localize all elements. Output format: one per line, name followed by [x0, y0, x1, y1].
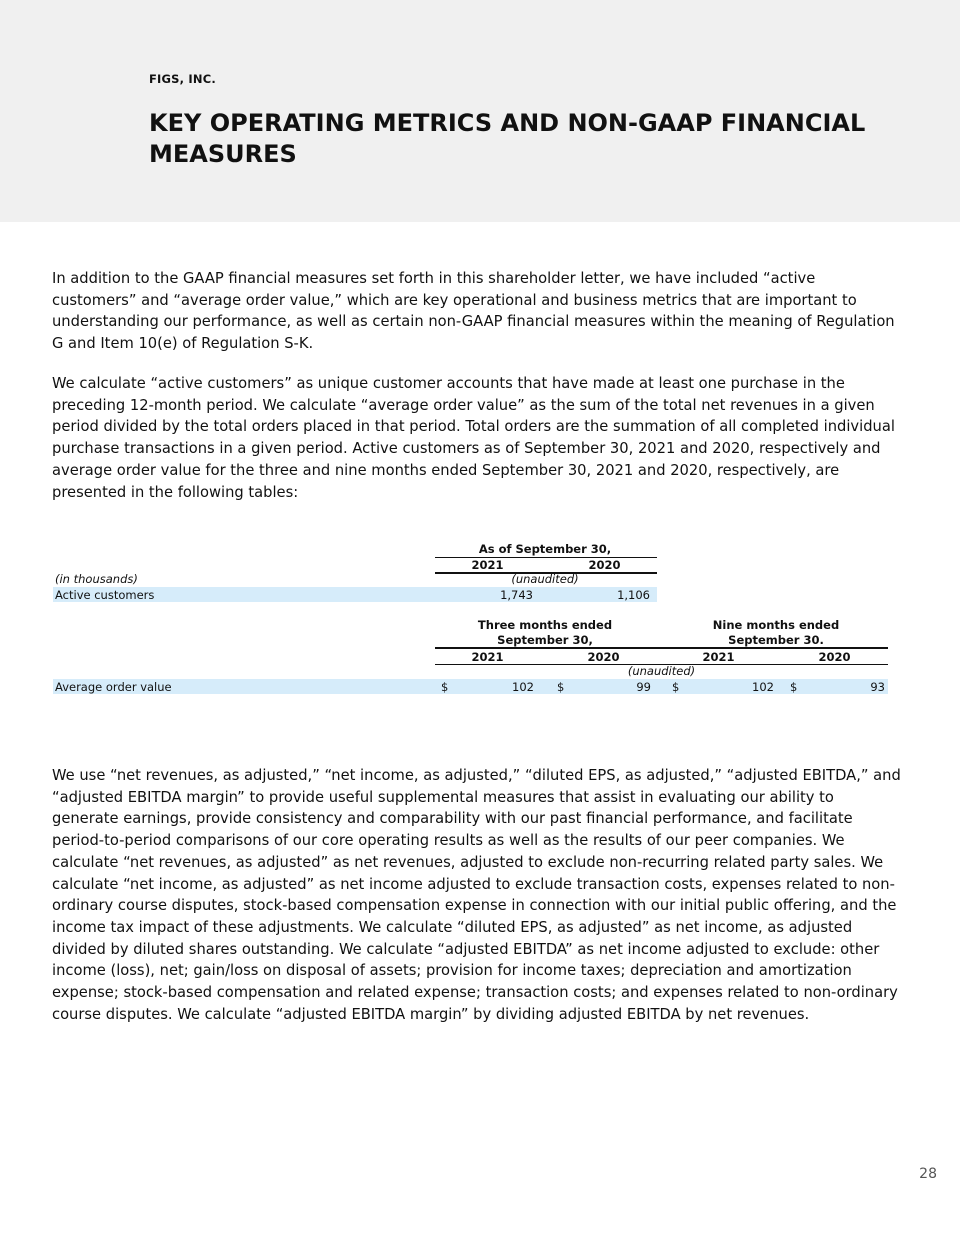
- non-gaap-paragraph: We use “net revenues, as adjusted,” “net income, as adjusted,” “diluted EPS, as adjusted,” “adjusted EBITDA,” and “adjusted EBITDA margin” to provide useful supplemental measures that assist in evaluating our ability to generate earnings, provide consistency and comparability with our past financial performance, and facilitate period-to-period comparisons of our core operating results as well as the results of our peer companies. We calculate “net revenues, as adjusted” as net revenues, adjusted to exclude non-recurring related party sales. We calculate “net income, as adjusted” as net income adjusted to exclude transaction costs, expenses related to non-ordinary course disputes, stock-based compensation expense in connection with our initial public offering, and the income tax impact of these adjustments. We calculate “diluted EPS, as adjusted” as net income, as adjusted divided by diluted shares outstanding. We calculate “adjusted EBITDA” as net income adjusted to exclude: other income (loss), net; gain/loss on disposal of assets; provision for income taxes; depreciation and amortization expense; stock-based compensation and related expense; transaction costs; and expenses related to non-ordinary course disputes. We calculate “adjusted EBITDA margin” by dividing adjusted EBITDA by net revenues.: [52, 767, 901, 1023]
- aov-nine-months-2021: 102: [752, 680, 774, 694]
- active-customers-2020: 1,106: [617, 588, 650, 602]
- row-label-average-order-value: Average order value: [55, 680, 172, 694]
- table-group-header: As of September 30,: [478, 542, 612, 556]
- currency-symbol: $: [557, 680, 565, 694]
- three-months-year-2020: 2020: [587, 650, 620, 664]
- company-name: FIGS, INC.: [149, 72, 216, 86]
- year-header-2021: 2021: [471, 558, 504, 572]
- unaudited-note: (unaudited): [627, 664, 696, 678]
- currency-symbol: $: [672, 680, 680, 694]
- nine-months-year-2021: 2021: [702, 650, 735, 664]
- aov-three-months-2020: 99: [636, 680, 651, 694]
- definitions-paragraph: We calculate “active customers” as unique customer accounts that have made at least one purchase in the preceding 12-month period. We calculate “average order value” as the sum of the total net revenues in a given period divided by the total orders placed in that period. Total orders are the summation of all completed individual purchase transactions in a given period. Active customers as of September 30, 2021 and 2020, respectively and average order value for the three and nine months ended September 30, 2021 and 2020, respectively, are presented in the following tables:: [52, 375, 895, 501]
- nine-months-year-2020: 2020: [818, 650, 851, 664]
- year-header-2020: 2020: [588, 558, 621, 572]
- header-rule: [435, 647, 888, 649]
- intro-paragraph: In addition to the GAAP financial measures set forth in this shareholder letter, we have included “active customers” and “average order value,” which are key operational and business metrics that are important to understanding our performance, as well as certain non-GAAP financial measures within the meaning of Regulation G and Item 10(e) of Regulation S-K.: [52, 270, 895, 353]
- page-title: KEY OPERATING METRICS AND NON-GAAP FINANCIAL MEASURES: [149, 109, 866, 168]
- aov-nine-months-2020: 93: [870, 680, 885, 694]
- currency-symbol: $: [441, 680, 449, 694]
- three-months-year-2021: 2021: [471, 650, 504, 664]
- nine-months-header-line2: September 30.: [728, 633, 824, 647]
- unaudited-note: (unaudited): [511, 572, 579, 586]
- active-customers-2021: 1,743: [500, 588, 533, 602]
- row-label-active-customers: Active customers: [55, 588, 155, 602]
- nine-months-header-line1: Nine months ended: [712, 618, 840, 632]
- units-label: (in thousands): [55, 572, 138, 586]
- three-months-header-line2: September 30,: [497, 633, 593, 647]
- aov-three-months-2021: 102: [512, 680, 534, 694]
- currency-symbol: $: [790, 680, 798, 694]
- three-months-header-line1: Three months ended: [477, 618, 613, 632]
- page-number: 28: [919, 1166, 937, 1182]
